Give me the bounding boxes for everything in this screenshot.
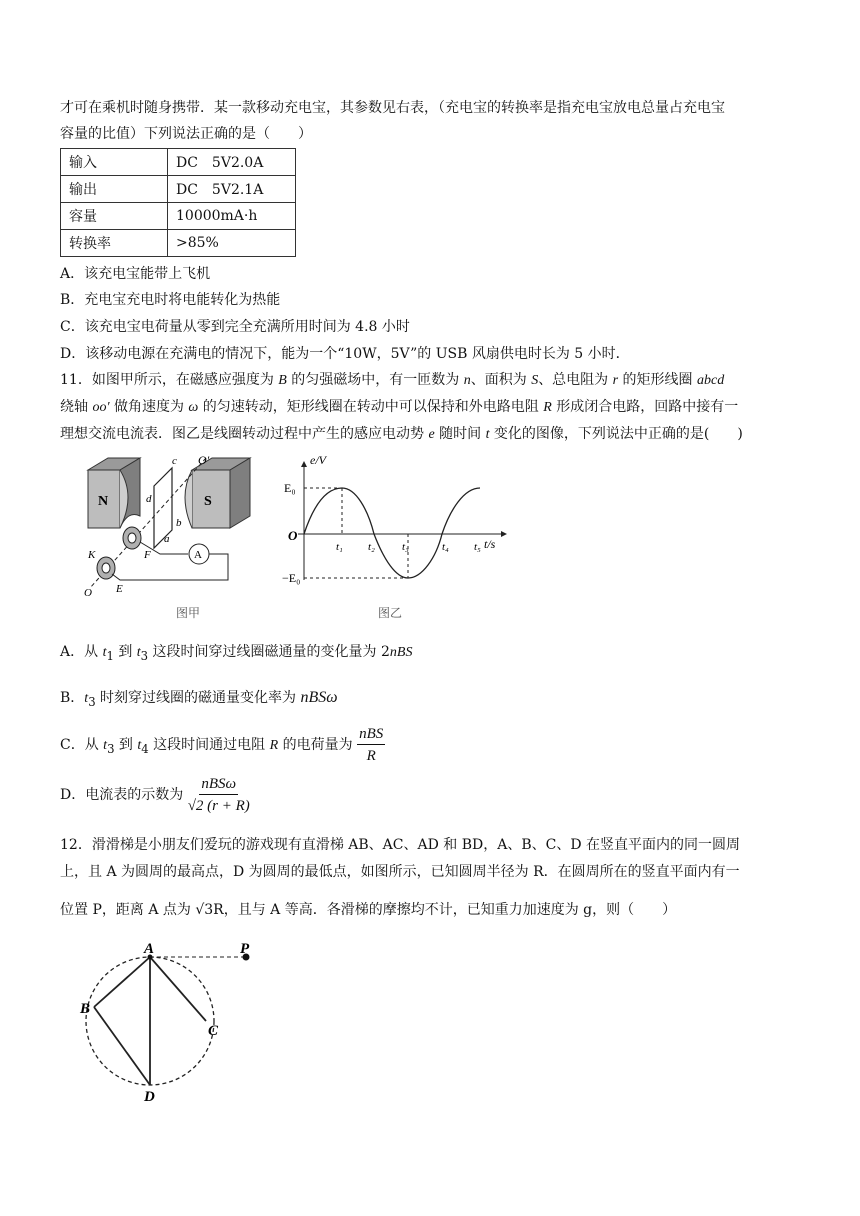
figure-caption-jia: 图甲 [176,606,201,620]
table-row [61,203,296,230]
q12-stem-line-2: 上，且 A 为圆周的最高点，D 为圆周的最低点，如图所示，已知圆周半径为 R．在圆周所在的竖直平面内有一 [60,864,740,880]
e0-label: E₀ [284,481,296,495]
emf-time-graph [284,450,514,630]
fraction: $\frac{\text{nBS}}{R}$ [359,725,384,764]
svg-text:d: d [146,493,152,505]
neg-e0-label: −E₀ [282,571,301,585]
table-cell-value: >85% [168,230,296,257]
tick-label: t₄ [442,541,449,553]
q10-option-d: D．该移动电源在充满电的情况下，能为一个“10W，5V”的 USB 风扇供电时长为 5 小时． [60,346,630,362]
generator-figure [80,450,270,630]
svg-text:E: E [116,583,123,595]
q11-stem-line-3: 理想交流电流表．图乙是线圈转动过程中产生的感应电动势 e 随时间 t 变化的图像，下列说法中正确的是( ) [60,426,743,442]
y-axis-label: e/V [310,453,326,467]
table-cell-key: 输入 [61,149,168,176]
q12-stem-line-1: 12．滑滑梯是小朋友们爱玩的游戏现有直滑梯 AB、AC、AD 和 BD，A、B、C、D 在竖直平面内的同一圆周 [60,837,741,853]
q11-stem-line-1: 11．如图甲所示，在磁感应强度为 B 的匀强磁场中，有一匝数为 n、面积为 S、总电阻为 r 的矩形线圈 abcd [60,372,725,388]
x-axis-label: t/s [484,537,496,551]
svg-text:c: c [172,455,177,467]
table-cell-value: DC 5V2.1A [168,176,296,203]
table-cell-key: 输出 [61,176,168,203]
table-row [61,176,296,203]
q11-option-d: D．电流表的示数为 $\frac{\text{nBSω}}{√2 (r + R)}$ [60,772,250,818]
magnet-n-label: N [98,494,109,509]
svg-text:O′: O′ [198,453,210,467]
svg-text:K: K [88,549,96,561]
table-cell-key: 容量 [61,203,168,230]
point-a-label: A [144,941,155,957]
q12-stem-line-3: 位置 P，距离 A 点为 √3R，且与 A 等高．各滑梯的摩擦均不计，已知重力加速度为 g，则（ ） [60,902,677,918]
q10-option-c: C．该充电宝电荷量从零到完全充满所用时间为 4.8 小时 [60,319,410,335]
point-c-label: C [208,1023,219,1039]
q11-option-a: A．从 $t_1$ 到 $t_3$ 这段时间穿过线圈磁通量的变化量为 2nBS [60,644,413,663]
q10-option-b: B．充电宝充电时将电能转化为热能 [60,292,281,308]
point-d-label: D [144,1089,155,1105]
q10-stem-line-2: 容量的比值）下列说法正确的是（ ） [60,126,312,142]
table-cell-value: 10000mA·h [168,203,296,230]
tick-label: t₂ [368,541,375,553]
table-row [61,230,296,257]
table-cell-value: DC 5V2.0A [168,149,296,176]
svg-text:F: F [144,549,151,561]
figure-caption-yi: 图乙 [378,606,403,620]
svg-text:a: a [164,533,170,545]
ammeter-label: A [194,549,202,561]
fraction: $\frac{\text{nBSω}}{√2 (r + R)}$ [187,775,250,814]
point-p-label: P [240,941,250,957]
tick-label: t₅ [474,541,481,553]
slide-circle-figure [70,941,280,1105]
tick-label: t₃ [402,541,409,553]
magnet-s-label: S [204,494,212,509]
q11-stem-line-2: 绕轴 oo′ 做角速度为 ω 的匀速转动，矩形线圈在转动中可以保持和外电路电阻 R 形成闭合电路，回路中接有一 [60,399,739,415]
q10-option-a: A．该充电宝能带上飞机 [60,266,211,282]
q11-option-b: B．$t_3$ 时刻穿过线圈的磁通量变化率为 nBSω [60,689,338,709]
q11-option-c: C．从 $t_3$ 到 $t_4$ 这段时间通过电阻 R 的电荷量为 $\frac{\text{nBS}}{R}$ [60,722,385,772]
tick-label: t₁ [336,541,343,553]
point-b-label: B [80,1001,91,1017]
svg-text:O: O [84,587,92,599]
svg-text:O: O [288,528,298,543]
table-cell-key: 转换率 [61,230,168,257]
q10-stem-line-1: 才可在乘机时随身携带．某一款移动充电宝，其参数见右表，（充电宝的转换率是指充电宝放电总量占充电宝 [60,100,725,116]
svg-text:b: b [176,517,182,529]
q10-spec-table [60,148,296,257]
table-row [61,149,296,176]
